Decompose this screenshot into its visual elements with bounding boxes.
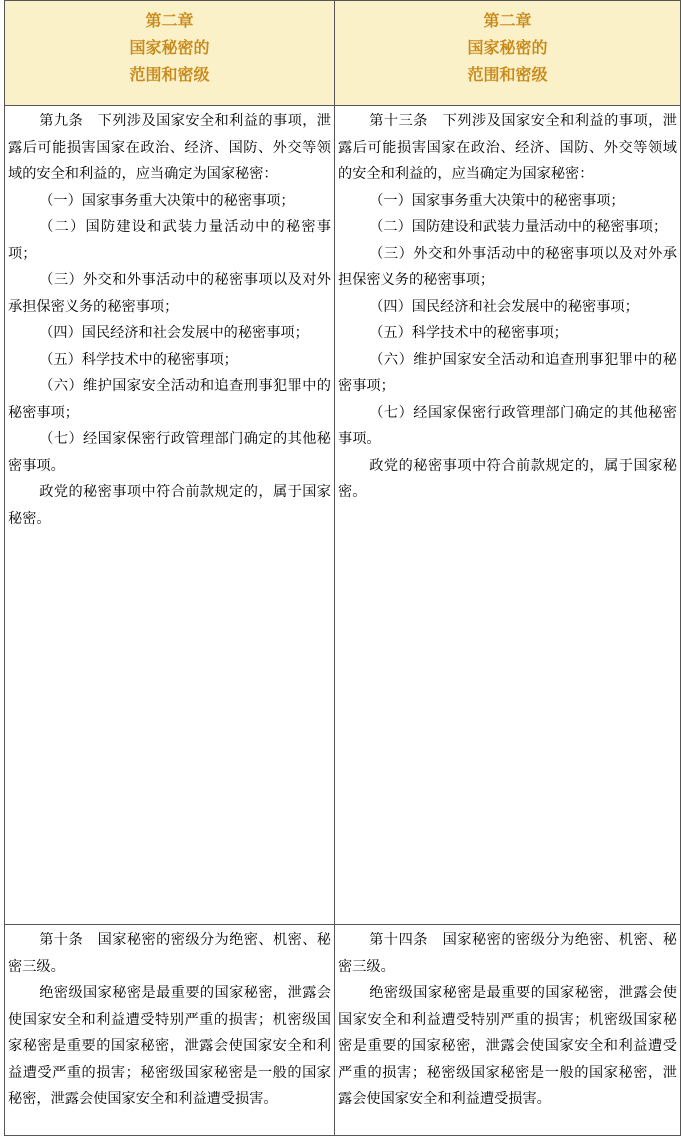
chapter-title-line1: 国家秘密的: [467, 38, 548, 57]
article-intro: 第十条 国家秘密的密级分为绝密、机密、秘密三级。: [8, 932, 331, 975]
chapter-title-line2: 范围和密级: [129, 65, 210, 84]
right-chapter-heading: [335, 1, 681, 106]
right-article-scope: [335, 106, 681, 925]
article-paragraph: 绝密级国家秘密是最重要的国家秘密，泄露会使国家安全和利益遭受特别严重的损害；机密级国家秘密是重要的国家秘密，泄露会使国家安全和利益遭受严重的损害；秘密级国家秘密是一般的国家秘密，泄露会使国家安全和利益遭受损害。: [338, 985, 677, 1107]
scope-row: [5, 106, 681, 925]
article-intro: 第十四条 国家秘密的密级分为绝密、机密、秘密三级。: [338, 932, 677, 975]
classification-row: [5, 925, 681, 1136]
left-article-levels: [5, 925, 335, 1136]
article-paragraph: 绝密级国家秘密是最重要的国家秘密，泄露会使国家安全和利益遭受特别严重的损害；机密级国家秘密是重要的国家秘密，泄露会使国家安全和利益遭受严重的损害；秘密级国家秘密是一般的国家秘密，泄露会使国家安全和利益遭受损害。: [8, 985, 331, 1107]
article-item: （二）国防建设和武装力量活动中的秘密事项；: [8, 219, 331, 262]
left-article-scope: [5, 106, 335, 925]
law-comparison-table: [4, 0, 681, 1136]
left-chapter-heading: [5, 1, 335, 106]
article-item: （六）维护国家安全活动和追查刑事犯罪中的秘密事项；: [338, 351, 677, 394]
chapter-number: 第二章: [145, 11, 194, 30]
article-item: （五）科学技术中的秘密事项；: [369, 325, 568, 341]
article-item: （四）国民经济和社会发展中的秘密事项；: [369, 298, 639, 315]
article-item: （七）经国家保密行政管理部门确定的其他秘密事项。: [8, 431, 331, 474]
article-item: （五）科学技术中的秘密事项；: [39, 351, 238, 368]
article-item: （三）外交和外事活动中的秘密事项以及对外承担保密义务的秘密事项；: [338, 245, 677, 288]
chapter-title-line2: 范围和密级: [467, 65, 548, 84]
article-paragraph: 政党的秘密事项中符合前款规定的，属于国家秘密。: [8, 484, 331, 527]
right-article-levels: [335, 925, 681, 1136]
article-intro: 第十三条 下列涉及国家安全和利益的事项，泄露后可能损害国家在政治、经济、国防、外交等领域的安全和利益的，应当确定为国家秘密：: [338, 113, 677, 182]
article-paragraph: 政党的秘密事项中符合前款规定的，属于国家秘密。: [338, 457, 677, 500]
chapter-number: 第二章: [483, 11, 532, 30]
article-intro: 第九条 下列涉及国家安全和利益的事项，泄露后可能损害国家在政治、经济、国防、外交等领域的安全和利益的，应当确定为国家秘密：: [8, 113, 331, 182]
article-item: （一）国家事务重大决策中的秘密事项；: [369, 192, 625, 209]
article-item: （四）国民经济和社会发展中的秘密事项；: [39, 325, 309, 341]
article-item: （七）经国家保密行政管理部门确定的其他秘密事项。: [338, 404, 677, 447]
article-item: （二）国防建设和武装力量活动中的秘密事项；: [369, 219, 668, 235]
chapter-title-line1: 国家秘密的: [129, 38, 210, 57]
article-item: （一）国家事务重大决策中的秘密事项；: [39, 192, 295, 209]
article-item: （六）维护国家安全活动和追查刑事犯罪中的秘密事项；: [8, 378, 331, 421]
article-item: （三）外交和外事活动中的秘密事项以及对外承担保密义务的秘密事项；: [8, 272, 331, 315]
header-row: [5, 1, 681, 106]
